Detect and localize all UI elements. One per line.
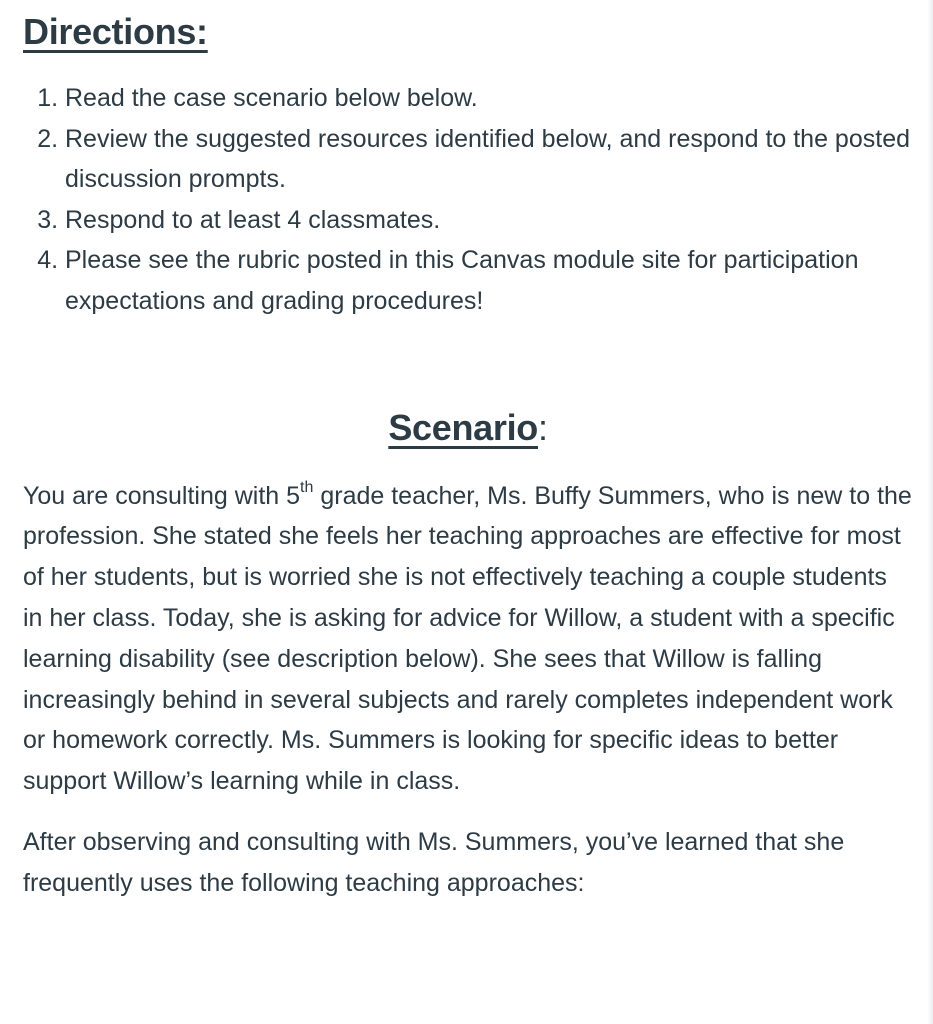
scenario-heading-text: Scenario xyxy=(388,406,538,448)
directions-item-1: 1. Read the case scenario below below. xyxy=(65,78,913,119)
directions-item-4: 4. Please see the rubric posted in this Canvas module site for participation expectations and grading procedures! xyxy=(65,240,913,321)
scenario-paragraph-1-rest: grade teacher, Ms. Buffy Summers, who is new to the profession. She stated she feels her teaching approaches are effective for most of her students, but is worried she is not effectively teaching a couple students in her class. Today, she is asking for advice for Willow, a student with a specific learning disability (see description below). She sees that Willow is falling increasingly behind in several subjects and rarely completes independent work or homework correctly. Ms. Summers is looking for specific ideas to better support Willow’s learning while in class. xyxy=(23,481,912,796)
ordinal-superscript: th xyxy=(300,479,314,497)
scenario-paragraph-1 xyxy=(23,476,913,802)
directions-heading: Directions: xyxy=(23,11,208,52)
scenario-heading xyxy=(23,404,913,452)
directions-item-2: 2. Review the suggested resources identified below, and respond to the posted discussion prompts. xyxy=(65,119,913,200)
page-content xyxy=(23,8,913,904)
directions-list xyxy=(23,78,913,322)
scenario-paragraph-1-start: You are consulting with 5 xyxy=(23,481,301,510)
scenario-heading-colon: : xyxy=(537,406,548,448)
right-edge-shadow xyxy=(927,0,933,1024)
directions-item-3: 3. Respond to at least 4 classmates. xyxy=(65,200,913,241)
scenario-paragraph-2: After observing and consulting with Ms. Summers, you’ve learned that she frequently uses the following teaching approaches: xyxy=(23,827,845,897)
